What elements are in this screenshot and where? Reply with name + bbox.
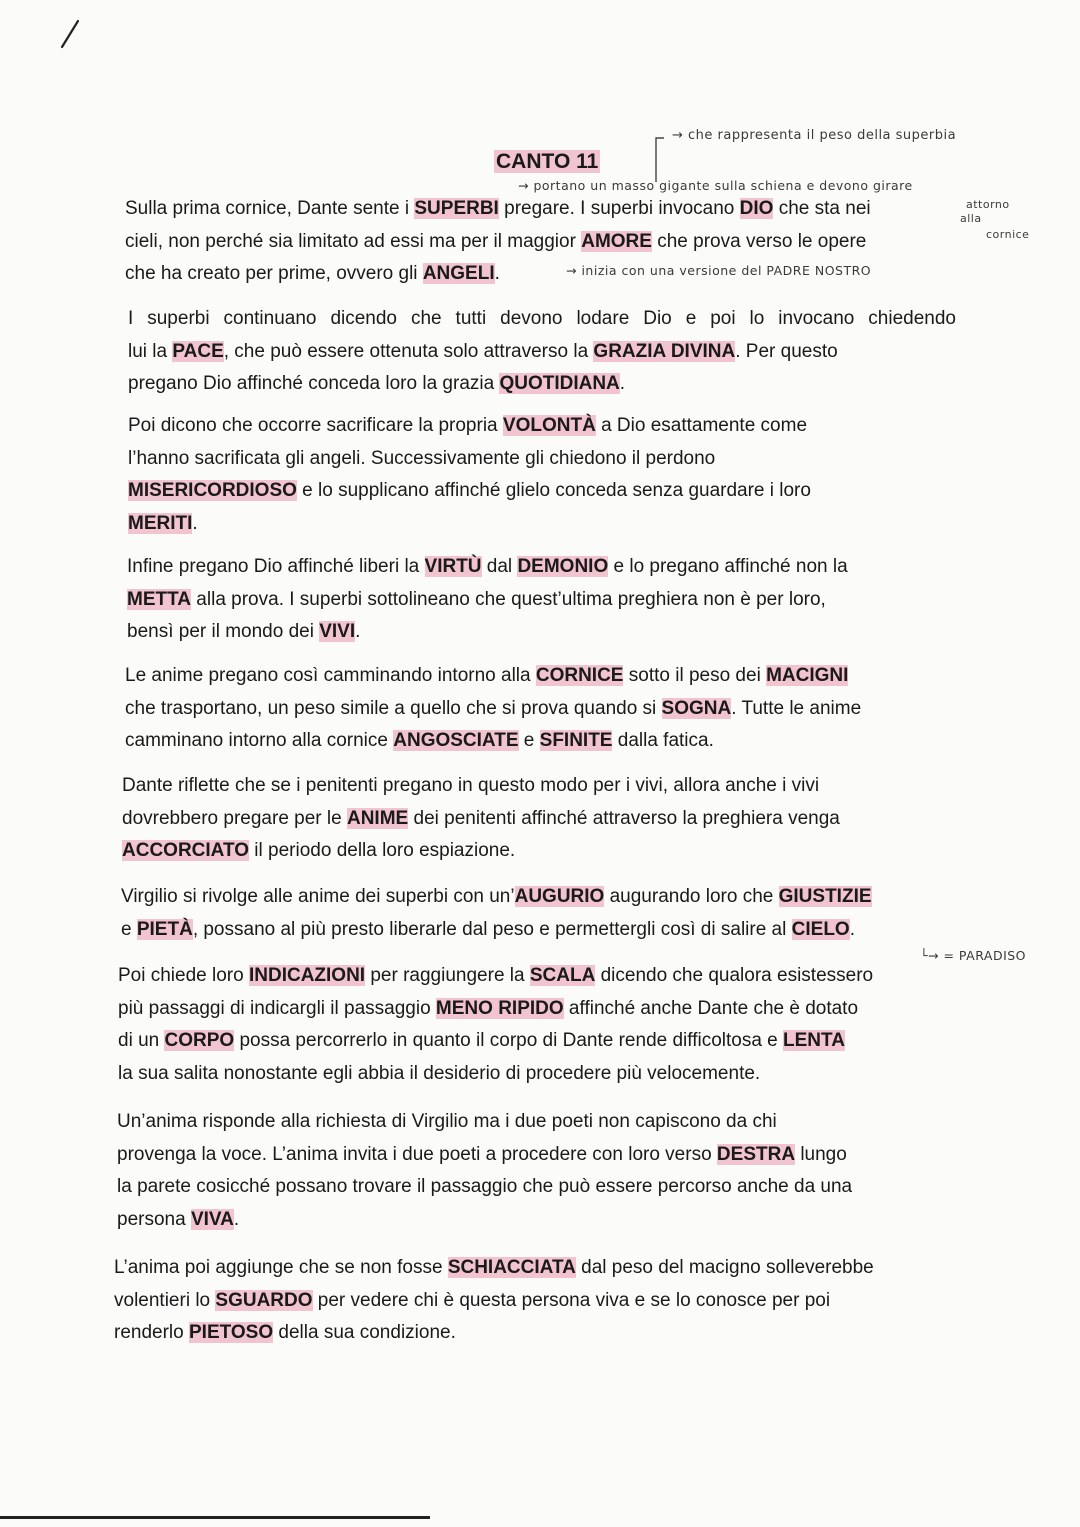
keyword: VIVI xyxy=(319,621,356,642)
keyword: DEMONIO xyxy=(517,556,609,577)
paragraph: Infine pregano Dio affinché liberi la VIRTÙ dal DEMONIO e lo pregano affinché non la METTA alla prova. I superbi sottolineano che quest’ultima preghiera non è per loro, bensì per il mondo dei VIVI. xyxy=(127,556,848,642)
keyword: VIRTÙ xyxy=(424,556,482,577)
annotation-attorno: attorno xyxy=(966,198,1010,211)
page-title: CANTO 11 xyxy=(496,150,599,173)
keyword: QUOTIDIANA xyxy=(499,373,620,394)
keyword: VIVA xyxy=(190,1208,234,1230)
paragraph: Sulla prima cornice, Dante sente i SUPERBI pregare. I superbi invocano DIO che sta nei cieli, non perché sia limitato ad essi ma per il maggior AMORE che prova verso le opere che ha creato per prime, ovvero gli ANGELI. xyxy=(125,198,871,284)
keyword: GIUSTIZIE xyxy=(778,886,872,907)
keyword: ANGOSCIATE xyxy=(393,730,519,751)
keyword: GRAZIA DIVINA xyxy=(593,340,736,362)
annotation-alla: alla xyxy=(960,212,982,225)
keyword: SFINITE xyxy=(539,730,613,751)
keyword: DESTRA xyxy=(716,1143,796,1165)
paragraph: Poi chiede loro INDICAZIONI per raggiungere la SCALA dicendo che qualora esistessero più passaggi di indicargli il passaggio MENO RIPIDO affinché anche Dante che è dotato di un CORPO possa percorrerlo in quanto il corpo di Dante rende difficoltosa e LENTA la sua salita nonostante egli abbia il desiderio di procedere più velocemente. xyxy=(118,965,874,1084)
keyword: CORPO xyxy=(164,1030,235,1051)
pen-stroke-mark xyxy=(58,18,82,50)
keyword: SCALA xyxy=(529,965,596,986)
paragraph: Un’anima risponde alla richiesta di Virgilio ma i due poeti non capiscono da chi provenga la voce. L’anima invita i due poeti a procedere con loro verso DESTRA lungo la parete cosicché possano trovare il passaggio che può essere percorso anche da una persona VIVA. xyxy=(117,1111,853,1230)
bottom-edge-line xyxy=(0,1516,430,1519)
annotation-padre-nostro: → inizia con una versione del PADRE NOSTRO xyxy=(566,263,872,278)
keyword: PIETÀ xyxy=(136,918,193,940)
paragraph: Poi dicono che occorre sacrificare la propria VOLONTÀ a Dio esattamente come l’hanno sacrificata gli angeli. Successivamente gli chiedono il perdono MISERICORDIOSO e lo supplicano affinché glielo conceda senza guardare i loro MERITI. xyxy=(128,415,811,534)
keyword: MISERICORDIOSO xyxy=(128,480,297,501)
annotation-superbia: → che rappresenta il peso della superbia xyxy=(672,128,957,143)
keyword: MACIGNI xyxy=(766,665,849,686)
annotation-paradiso: └→ = PARADISO xyxy=(920,948,1027,963)
paragraph: Dante riflette che se i penitenti pregano in questo modo per i vivi, allora anche i vivi dovrebbero pregare per le ANIME dei penitenti affinché attraverso la preghiera venga ACCORCIATO il periodo della loro espiazione. xyxy=(122,775,840,861)
keyword: LENTA xyxy=(783,1030,845,1051)
keyword: SGUARDO xyxy=(215,1289,313,1311)
paragraph: Le anime pregano così camminando intorno alla CORNICE sotto il peso dei MACIGNI che trasportano, un peso simile a quello che si prova quando si SOGNA. Tutte le anime camminano intorno alla cornice ANGOSCIATE e SFINITE dalla fatica. xyxy=(125,665,862,751)
keyword: VOLONTÀ xyxy=(502,415,596,436)
annotation-bracket xyxy=(652,136,666,184)
paragraph: Virgilio si rivolge alle anime dei superbi con un’AUGURIO augurando loro che GIUSTIZIE e PIETÀ, possano al più presto liberarle dal peso e permettergli così di salire al CIELO. xyxy=(121,886,872,940)
keyword: CIELO xyxy=(791,918,850,940)
keyword: AUGURIO xyxy=(514,886,605,907)
keyword: METTA xyxy=(127,588,192,610)
keyword: SCHIACCIATA xyxy=(447,1257,576,1278)
keyword: ANIME xyxy=(346,807,409,829)
keyword: AMORE xyxy=(581,230,652,252)
keyword: MENO RIPIDO xyxy=(435,997,564,1019)
keyword: PIETOSO xyxy=(189,1322,274,1343)
keyword: CORNICE xyxy=(535,665,624,686)
keyword: ACCORCIATO xyxy=(122,840,250,861)
paragraph: I superbi continuano dicendo che tutti devono lodare Dio e poi lo invocano chiedendo lui la PACE, che può essere ottenuta solo attraverso la GRAZIA DIVINA. Per questo pregano Dio affinché conceda loro la grazia QUOTIDIANA. xyxy=(128,308,956,394)
keyword: MERITI xyxy=(128,512,193,534)
keyword: SUPERBI xyxy=(414,198,499,219)
keyword: ANGELI xyxy=(422,263,495,284)
keyword: INDICAZIONI xyxy=(248,965,366,986)
paragraph: L’anima poi aggiunge che se non fosse SCHIACCIATA dal peso del macigno solleverebbe volentieri lo SGUARDO per vedere chi è questa persona viva e se lo conosce per poi renderlo PIETOSO della sua condizione. xyxy=(114,1257,874,1343)
keyword: DIO xyxy=(739,198,774,219)
annotation-masso: → portano un masso gigante sulla schiena e devono girare xyxy=(518,178,913,193)
keyword: SOGNA xyxy=(661,697,732,719)
annotation-cornice: cornice xyxy=(986,228,1030,241)
keyword: PACE xyxy=(172,340,224,362)
